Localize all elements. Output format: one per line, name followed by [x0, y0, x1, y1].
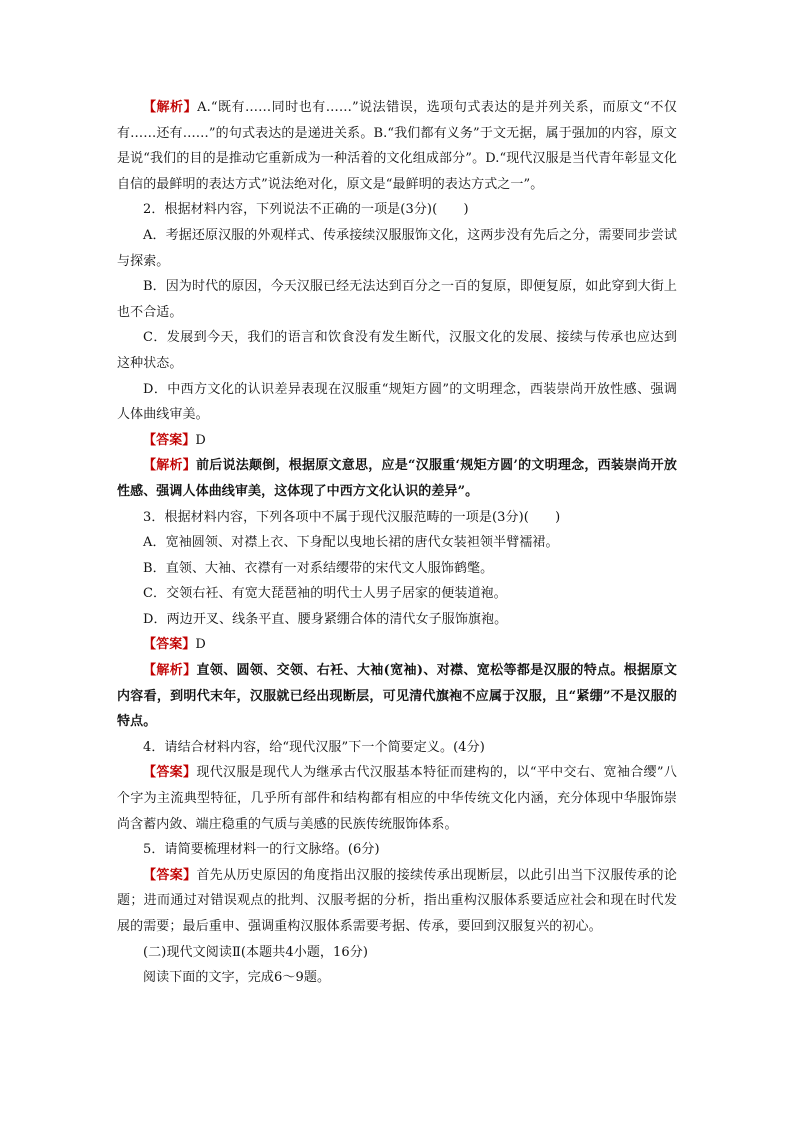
q4-stem: 4．请结合材料内容，给“现代汉服”下一个简要定义。(4分)	[143, 739, 485, 755]
q1-analysis	[117, 95, 677, 197]
analysis-tag: 【解析】	[143, 458, 197, 474]
q2-option-d: D．中西方文化的认识差异表现在汉服重“规矩方圆”的文明理念，西装崇尚开放性感、强调人体曲线审美。	[117, 381, 677, 423]
q2-answer-text: D	[195, 432, 206, 448]
section-instruction: 阅读下面的文字，完成6～9题。	[143, 970, 331, 986]
q2-answer	[117, 428, 677, 454]
q3-option-d: D．两边开叉、线条平直、腰身紧绷合体的清代女子服饰旗袍。	[143, 611, 508, 627]
section-heading: (二)现代文阅读Ⅱ(本题共4小题，16分)	[143, 944, 369, 960]
q2-option-b: B．因为时代的原因，今天汉服已经无法达到百分之一百的复原，即便复原，如此穿到大街上也不合适。	[117, 279, 677, 320]
q3-option-c: C．交领右衽、有宽大琵琶袖的明代士人男子居家的便装道袍。	[143, 586, 507, 602]
q2-stem: 2．根据材料内容，下列说法不正确的一项是(3分)( )	[143, 202, 469, 218]
q2-analysis-text: 前后说法颠倒，根据原文意思，应是“汉服重‘规矩方圆’的文明理念，西装崇尚开放性感、强调人体曲线审美，这体现了中西方文化认识的差异”。	[117, 458, 677, 499]
q3-answer	[117, 632, 677, 658]
q2-option-c: C．发展到今天，我们的语言和饮食没有发生断代，汉服文化的发展、接续与传承也应达到这种状态。	[117, 330, 677, 371]
q2-analysis	[117, 453, 677, 504]
q3-option-a: A．宽袖圆领、对襟上衣、下身配以曳地长裙的唐代女装袒领半臂襦裙。	[143, 535, 559, 551]
q5-answer-text: 首先从历史原因的角度指出汉服的接续传承出现断层，以此引出当下汉服传承的论题；进而通过对错误观点的批判、汉服考据的分析，指出重构汉服体系要适应社会和现在时代发展的需要；最后重申、强调重构汉服体系需要考据、传承，要回到汉服复兴的初心。	[117, 867, 677, 934]
q2-option-a: A．考据还原汉服的外观样式、传承接续汉服服饰文化，这两步没有先后之分，需要同步尝试与探索。	[117, 227, 677, 269]
document-page	[117, 95, 677, 991]
answer-tag: 【答案】	[143, 432, 196, 448]
analysis-tag: 【解析】	[143, 100, 198, 115]
q3-analysis-text: 直领、圆领、交领、右衽、大袖(宽袖)、对襟、宽松等都是汉服的特点。根据原文内容看，到明代末年，汉服就已经出现断层，可见清代旗袍不应属于汉服，且“紧绷”不是汉服的特点。	[117, 663, 677, 730]
answer-tag: 【答案】	[143, 765, 197, 781]
q1-analysis-text: A.“既有……同时也有……”说法错误，选项句式表达的是并列关系，而原文“不仅有……还有……”的句式表达的是递进关系。B.“我们都有义务”于文无据，属于强加的内容，原文是说“我们的目的是推动它重新成为一种活着的文化组成部分”。D.“现代汉服是当代青年彰显文化自信的最鲜明的表达方式”说法绝对化，原文是“最鲜明的表达方式之一”。	[117, 100, 677, 192]
q4-answer-text: 现代汉服是现代人为继承古代汉服基本特征而建构的，以“平中交右、宽袖合缨”八个字为主流典型特征，几乎所有部件和结构都有相应的中华传统文化内涵，充分体现中华服饰崇尚含蓄内敛、端庄稳重的气质与美感的民族传统服饰体系。	[117, 765, 677, 832]
analysis-tag: 【解析】	[143, 663, 197, 679]
q5-stem: 5．请简要梳理材料一的行文脉络。(6分)	[143, 842, 380, 858]
q3-answer-text: D	[195, 637, 206, 653]
q3-stem: 3．根据材料内容，下列各项中不属于现代汉服范畴的一项是(3分)( )	[143, 509, 561, 525]
q3-analysis	[117, 658, 677, 735]
answer-tag: 【答案】	[143, 867, 197, 883]
q3-option-b: B．直领、大袖、衣襟有一对系结缨带的宋代文人服饰鹤氅。	[143, 560, 494, 576]
q5-answer	[117, 863, 677, 940]
answer-tag: 【答案】	[143, 637, 196, 653]
q4-answer	[117, 760, 677, 837]
